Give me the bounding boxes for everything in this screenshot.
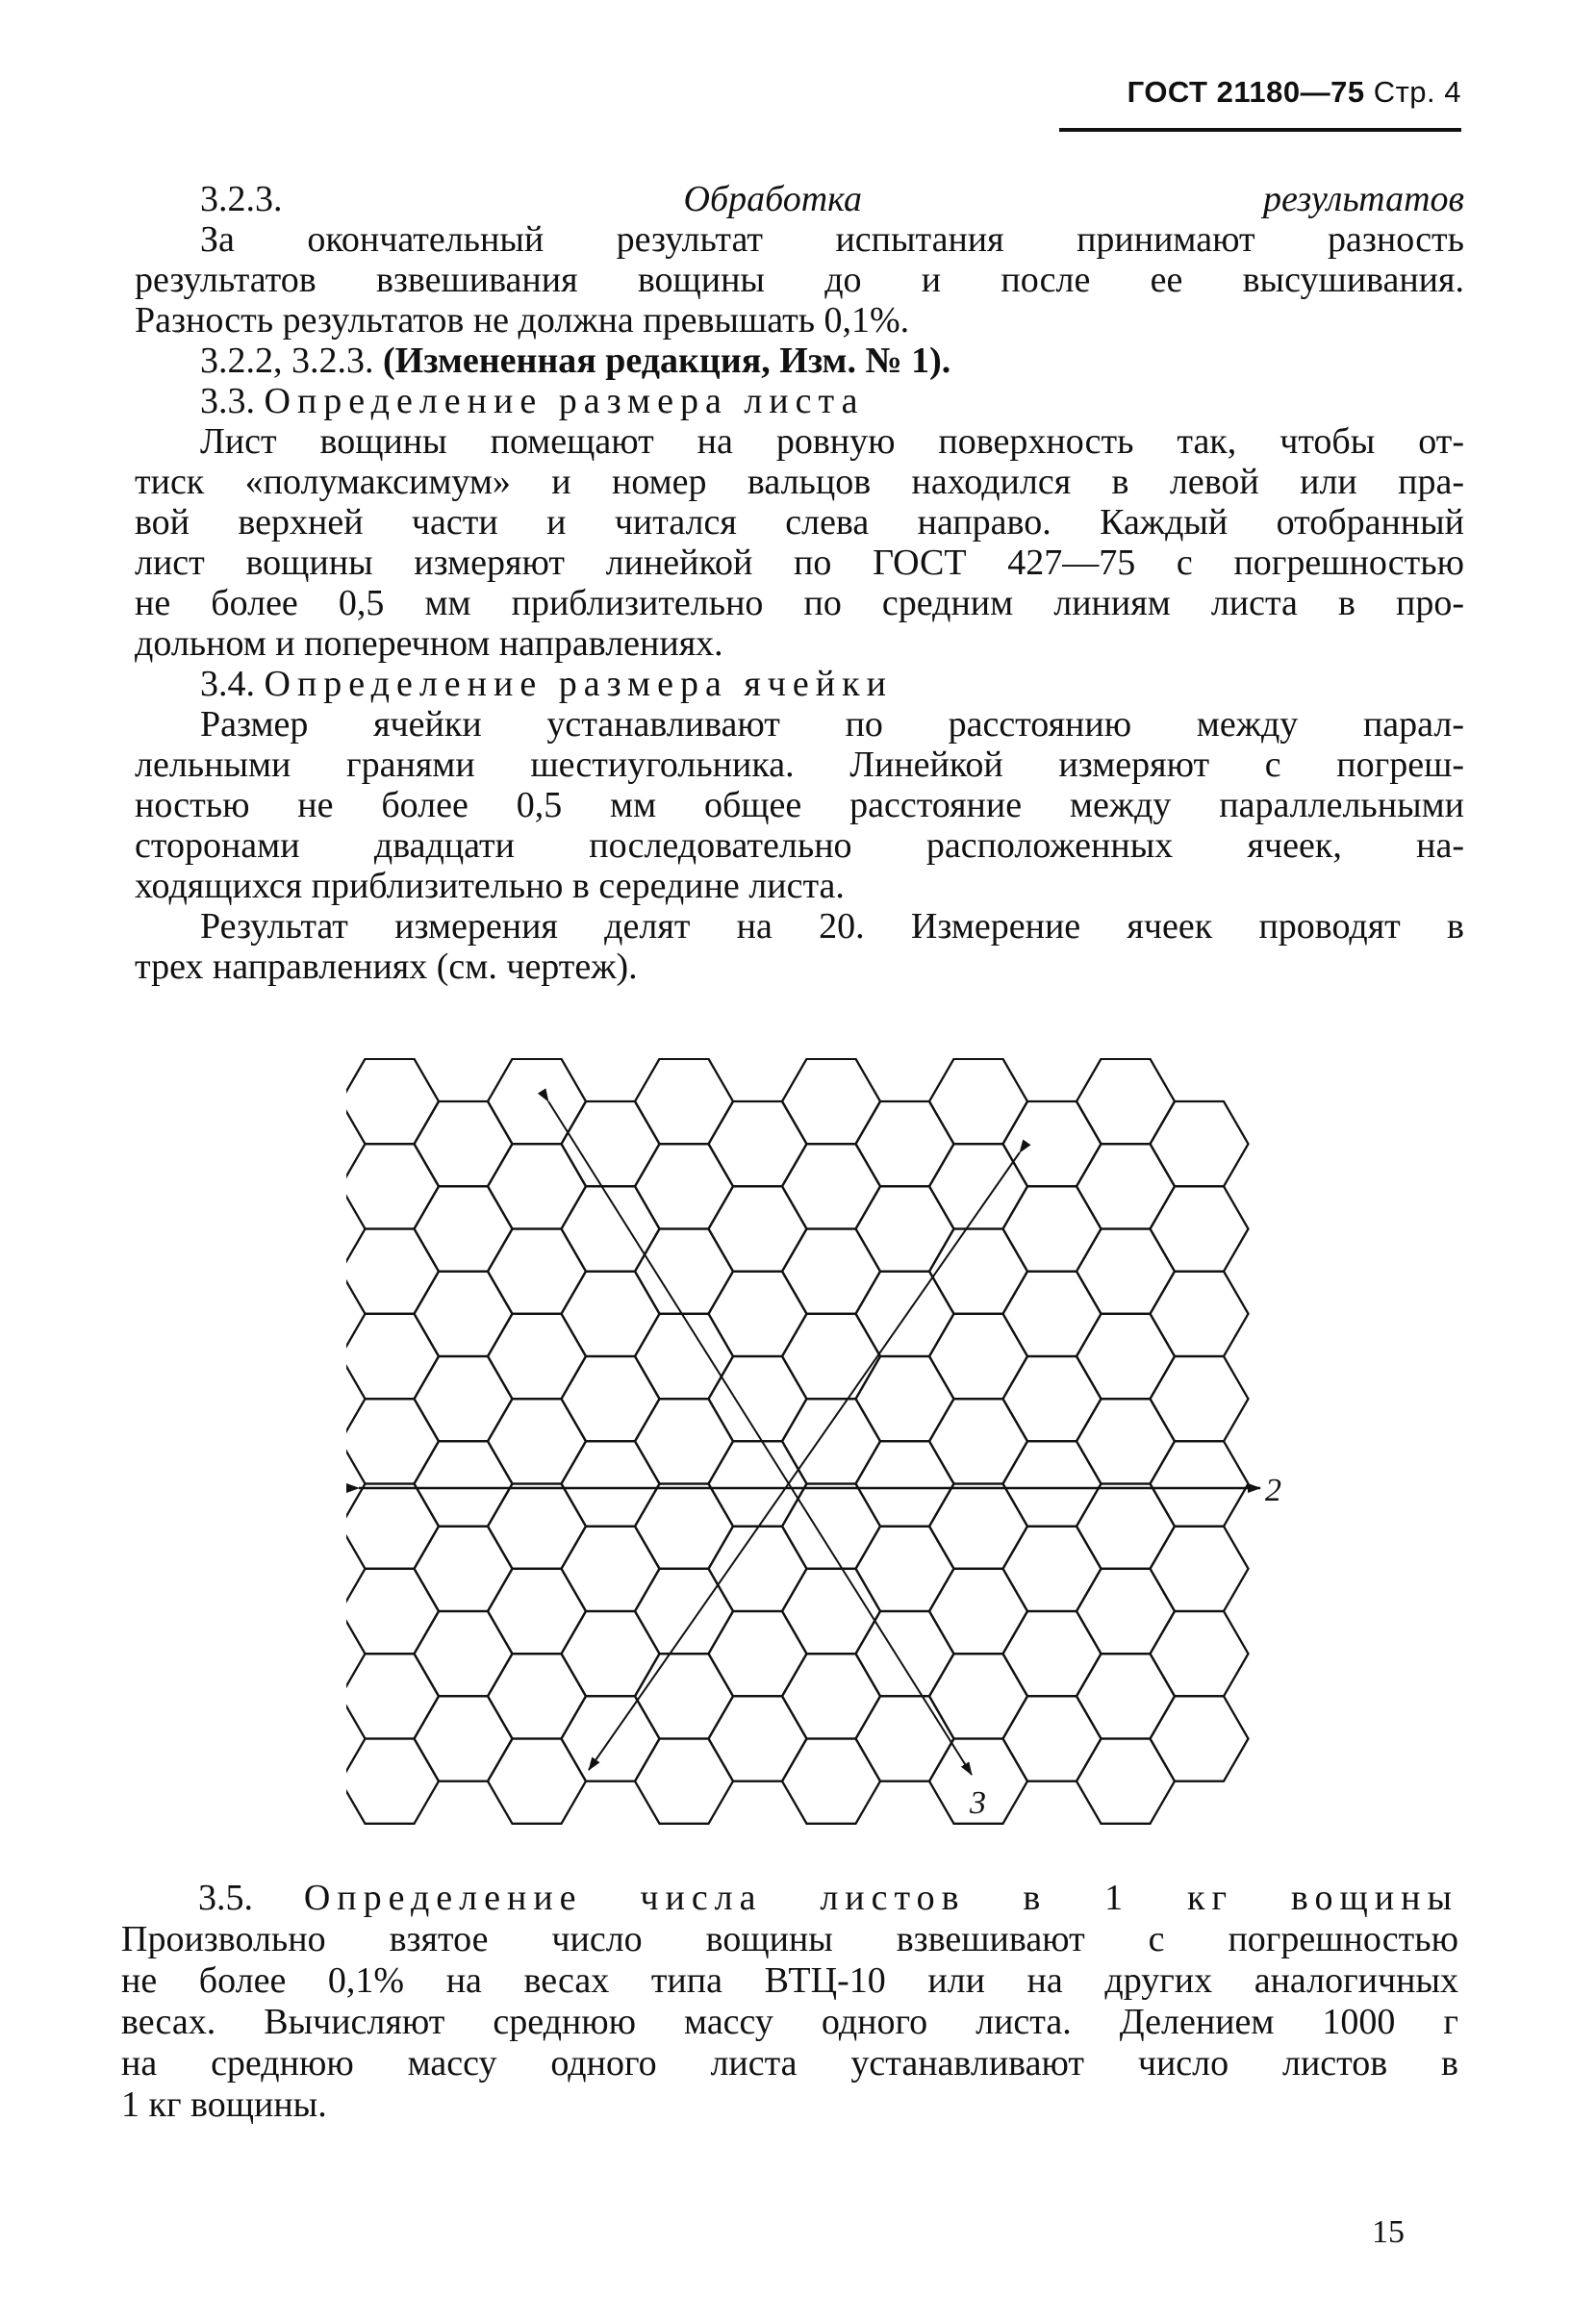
hexagon-cell	[1003, 1101, 1102, 1186]
paragraph-line: лельными гранями шестиугольника. Линейкой измеряют с погреш-	[135, 745, 1464, 785]
hexagon-cell	[635, 1569, 733, 1654]
paragraph-line: ностью не более 0,5 мм общее расстояние между параллельными	[135, 785, 1464, 825]
hexagon-cell	[488, 1144, 586, 1228]
hexagon-cell	[635, 1399, 733, 1483]
hexagon-cell	[1151, 1441, 1249, 1526]
hexagon-cell	[415, 1186, 513, 1271]
page-header	[1077, 75, 1461, 110]
paragraph-line: вой верхней части и читался слева направо. Каждый отобранный	[135, 502, 1464, 543]
hexagon-cell	[856, 1611, 954, 1696]
hexagon-cell	[415, 1611, 513, 1696]
hexagon-cell	[1077, 1654, 1175, 1738]
hexagon-cell	[1077, 1739, 1175, 1824]
hexagon-cell	[929, 1144, 1027, 1228]
hexagon-cell	[1003, 1272, 1102, 1356]
section-number: 3.5.	[198, 1878, 253, 1918]
hexagon-cell	[1077, 1229, 1175, 1314]
paragraph-line: За окончательный результат испытания принимают разность	[200, 219, 1464, 260]
section-number: 3.4.	[200, 664, 255, 704]
hexagon-cell	[346, 1144, 439, 1228]
section-3-5	[121, 1878, 1458, 2126]
hexagon-cell	[635, 1144, 733, 1228]
page-number: 15	[1372, 2214, 1405, 2250]
paragraph-line: Размер ячейки устанавливают по расстоянию между парал-	[200, 704, 1464, 745]
hexagon-cell	[1077, 1059, 1175, 1144]
hexagon-cell	[488, 1654, 586, 1738]
paragraph-line: весах. Вычисляют среднюю массу одного листа. Делением 1000 г	[121, 2002, 1458, 2042]
diagonal-measure-arrow-2	[589, 1152, 1020, 1770]
hexagon-cell	[562, 1441, 660, 1526]
hexagon-cell	[346, 1314, 439, 1399]
hexagon-cell	[635, 1059, 733, 1144]
hexagon-cell	[415, 1101, 513, 1186]
main-text	[135, 179, 1464, 987]
section-title: Определение размера ячейки	[264, 664, 893, 704]
direction-label-3: 3	[970, 1785, 986, 1821]
hexagon-cell	[1151, 1272, 1249, 1356]
hexagon-cell	[856, 1441, 954, 1526]
hexagon-cell	[562, 1527, 660, 1611]
hexagon-cell	[1151, 1186, 1249, 1271]
section-number: 3.3.	[200, 381, 255, 421]
hexagon-cell	[1151, 1696, 1249, 1781]
section-number: 3.2.3.	[200, 179, 283, 219]
hexagon-cell	[709, 1272, 807, 1356]
honeycomb-drawing	[346, 1058, 1318, 1832]
paragraph-line: ходящихся приблизительно в середине листа.	[135, 866, 845, 906]
paragraph-line: трех направлениях (см. чертеж).	[135, 947, 638, 987]
hexagon-cell	[1077, 1314, 1175, 1399]
hexagon-cell	[346, 1654, 439, 1738]
hexagon-cell	[415, 1356, 513, 1441]
hexagon-cell	[709, 1441, 807, 1526]
hexagon-cell	[709, 1527, 807, 1611]
section-title: Определение размера листа	[264, 381, 865, 421]
header-page: Стр. 4	[1373, 75, 1461, 109]
document-code: ГОСТ 21180—75	[1127, 75, 1365, 109]
hexagon-cell	[782, 1314, 880, 1399]
hexagon-cell	[415, 1696, 513, 1781]
hexagon-cell	[929, 1314, 1027, 1399]
hexagon-cell	[782, 1654, 880, 1738]
hexagon-cell	[1003, 1696, 1102, 1781]
hexagon-cell	[488, 1399, 586, 1483]
paragraph-line: на среднюю массу одного листа устанавливают число листов в	[121, 2043, 1458, 2084]
paragraph-line: лист вощины измеряют линейкой по ГОСТ 427—75 с погрешностью	[135, 543, 1464, 583]
hexagon-cell	[709, 1356, 807, 1441]
hexagon-cell	[709, 1696, 807, 1781]
paragraph-line: результатов взвешивания вощины до и после ее высушивания.	[135, 260, 1464, 300]
direction-label-2: 2	[1265, 1473, 1281, 1508]
hexagon-cell	[346, 1229, 439, 1314]
hexagon-cell	[415, 1527, 513, 1611]
hexagon-cell	[635, 1484, 733, 1569]
hexagon-cell	[929, 1484, 1027, 1569]
section-3-3-heading	[135, 381, 1464, 421]
hexagon-cell	[782, 1144, 880, 1228]
hexagon-cell	[635, 1739, 733, 1824]
hexagon-cell	[709, 1101, 807, 1186]
hexagon-cell	[782, 1229, 880, 1314]
hexagon-cell	[709, 1186, 807, 1271]
paragraph-line: Лист вощины помещают на ровную поверхность так, чтобы от-	[200, 421, 1464, 462]
hexagon-cell	[856, 1527, 954, 1611]
paragraph-line: Произвольно взятое число вощины взвешивают с погрешностью	[121, 1919, 1458, 1959]
amendment-refs: 3.2.2, 3.2.3.	[200, 341, 374, 381]
hexagon-cell	[929, 1229, 1027, 1314]
hexagon-cell	[346, 1484, 439, 1569]
hexagon-cell	[929, 1399, 1027, 1483]
hexagon-cell	[635, 1314, 733, 1399]
hexagon-cell	[856, 1272, 954, 1356]
paragraph-line: тиск «полумаксимум» и номер вальцов находился в левой или пра-	[135, 462, 1464, 502]
hexagon-cell	[488, 1059, 586, 1144]
section-3-4-heading	[135, 664, 1464, 704]
hexagon-cell	[782, 1739, 880, 1824]
paragraph-line: не более 0,5 мм приблизительно по средним линиям листа в про-	[135, 583, 1464, 623]
paragraph-line: не более 0,1% на весах типа ВТЦ-10 или на других аналогичных	[121, 1960, 1458, 2001]
hexagon-cell	[488, 1314, 586, 1399]
hexagon-cell	[562, 1272, 660, 1356]
hexagon-cell	[856, 1186, 954, 1271]
hexagon-cell	[1003, 1527, 1102, 1611]
hexagon-cell	[346, 1569, 439, 1654]
hexagon-cell	[562, 1611, 660, 1696]
hexagon-cell	[856, 1101, 954, 1186]
hexagon-cell	[1077, 1484, 1175, 1569]
hexagon-cell	[1077, 1144, 1175, 1228]
hexagon-cell	[929, 1569, 1027, 1654]
section-title: Определение числа листов в 1 кг вощины	[303, 1878, 1458, 1918]
hexagon-cell	[488, 1739, 586, 1824]
hexagon-cell	[782, 1569, 880, 1654]
hexagon-cell	[635, 1229, 733, 1314]
hexagon-cell	[1151, 1611, 1249, 1696]
paragraph-line: Результат измерения делят на 20. Измерение ячеек проводят в	[200, 906, 1464, 947]
hexagon-cell	[346, 1739, 439, 1824]
paragraph-line: 1 кг вощины.	[121, 2084, 327, 2125]
section-title: Обработка результатов	[683, 179, 1465, 219]
hexagon-cell	[346, 1399, 439, 1483]
hexagon-cell	[1077, 1569, 1175, 1654]
hexagon-cell	[856, 1696, 954, 1781]
hexagon-cell	[929, 1654, 1027, 1738]
section-3-5-heading	[121, 1878, 1458, 1919]
paragraph-line: сторонами двадцати последовательно расположенных ячеек, на-	[135, 825, 1464, 866]
hexagon-cell	[1003, 1441, 1102, 1526]
honeycomb-grid	[346, 1059, 1249, 1824]
hexagon-cell	[1003, 1186, 1102, 1271]
hexagon-cell	[856, 1356, 954, 1441]
diagonal-measure-arrow-1	[548, 1101, 972, 1775]
amendment-note	[135, 341, 1464, 381]
hexagon-cell	[1003, 1611, 1102, 1696]
header-rule	[1059, 128, 1461, 132]
paragraph-line: Разность результатов не должна превышать 0,1%.	[135, 300, 910, 341]
hexagon-cell	[1077, 1399, 1175, 1483]
hexagon-cell	[1151, 1101, 1249, 1186]
section-3-2-3-heading	[135, 179, 1464, 219]
hexagon-cell	[415, 1272, 513, 1356]
hexagon-cell	[415, 1441, 513, 1526]
hexagon-cell	[346, 1059, 439, 1144]
hexagon-cell	[488, 1484, 586, 1569]
hexagon-cell	[1151, 1527, 1249, 1611]
hexagon-cell	[635, 1654, 733, 1738]
paragraph-line: дольном и поперечном направлениях.	[135, 623, 723, 664]
amendment-text: (Измененная редакция, Изм. № 1).	[383, 341, 951, 381]
hexagon-cell	[782, 1059, 880, 1144]
hexagon-cell	[1003, 1356, 1102, 1441]
hexagon-cell	[1151, 1356, 1249, 1441]
hexagon-cell	[929, 1059, 1027, 1144]
hexagon-cell	[562, 1356, 660, 1441]
hexagon-cell	[709, 1611, 807, 1696]
hexagon-cell	[488, 1229, 586, 1314]
hexagon-cell	[488, 1569, 586, 1654]
